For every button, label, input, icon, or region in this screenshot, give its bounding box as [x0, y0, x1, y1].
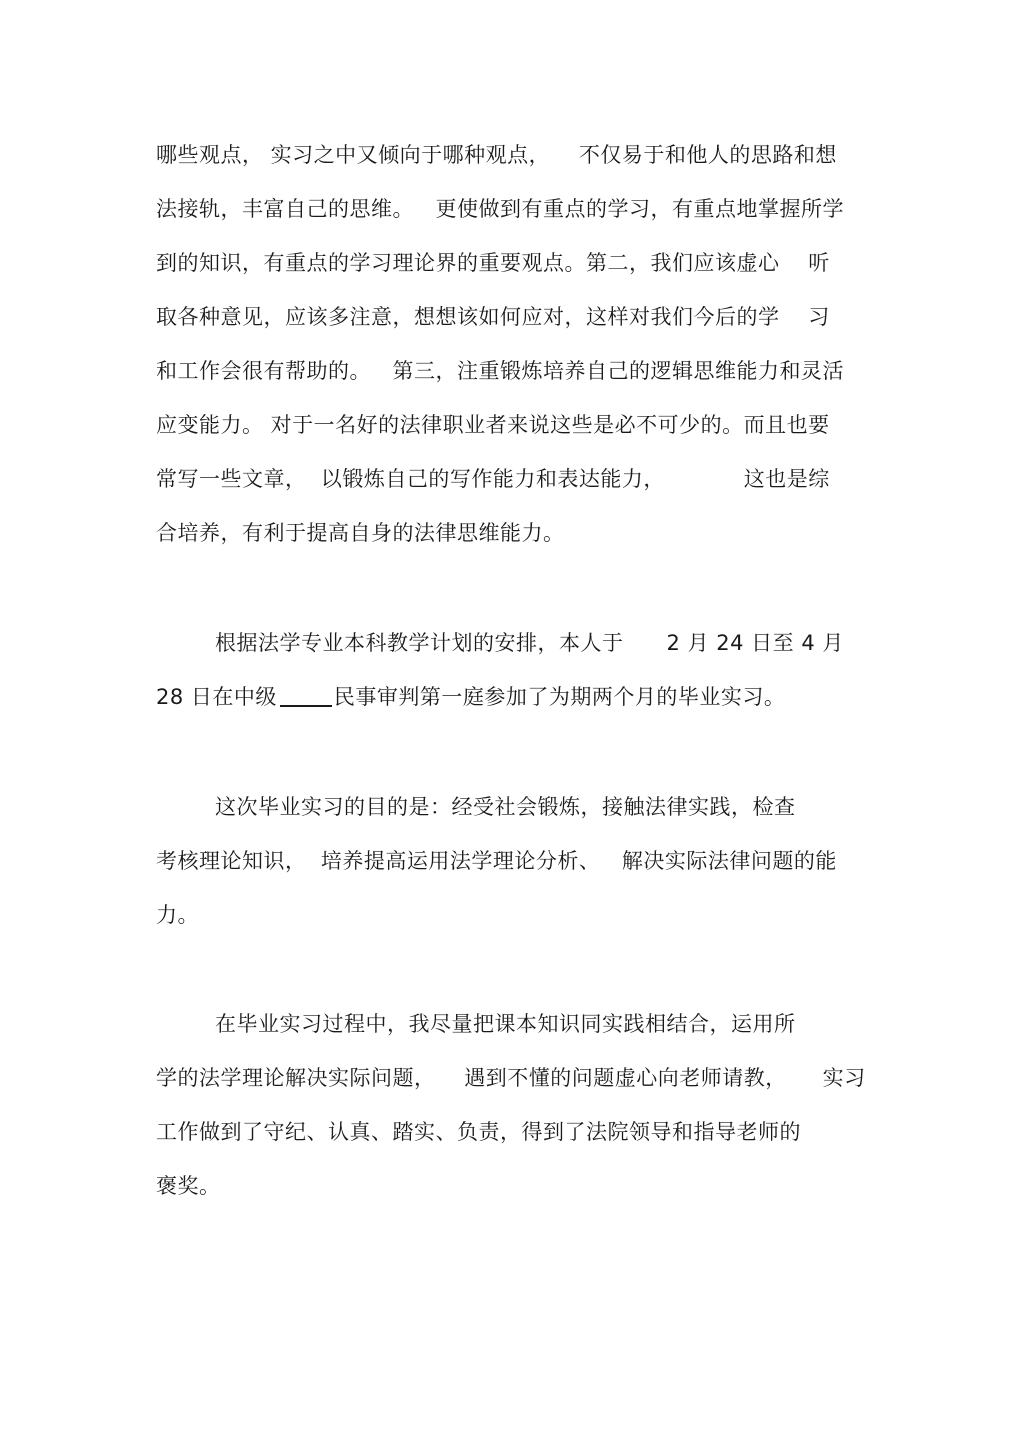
paragraph-3-line-1: 这次毕业实习的目的是：经受社会锻炼，接触法律实践，检查: [215, 795, 796, 819]
fill-in-blank: [280, 705, 332, 707]
paragraph-2-line-2: [156, 682, 785, 712]
paragraph-1-line-1: 哪些观点， 实习之中又倾向于哪种观点， 不仅易于和他人的思路和想: [156, 143, 837, 167]
paragraph-1-line-3: 到的知识，有重点的学习理论界的重要观点。第二，我们应该虚心 听: [156, 251, 830, 275]
paragraph-4-line-3: 工作做到了守纪、认真、踏实、负责，得到了法院领导和指导老师的: [156, 1120, 801, 1144]
paragraph-1-line-4: 取各种意见，应该多注意，想想该如何应对，这样对我们今后的学 习: [156, 305, 830, 329]
paragraph-1-line-2: 法接轨，丰富自己的思维。 更使做到有重点的学习，有重点地掌握所学: [156, 197, 845, 221]
paragraph-1-line-5: 和工作会很有帮助的。 第三，注重锻炼培养自己的逻辑思维能力和灵活: [156, 359, 845, 383]
paragraph-3-line-2: 考核理论知识， 培养提高运用法学理论分析、 解决实际法律问题的能: [156, 849, 837, 873]
paragraph-2-line-2-end: 民事审判第一庭参加了为期两个月的毕业实习。: [333, 685, 786, 709]
paragraph-1-line-7: 常写一些文章， 以锻炼自己的写作能力和表达能力， 这也是综: [156, 467, 830, 491]
paragraph-4-line-2: 学的法学理论解决实际问题， 遇到不懂的问题虚心向老师请教， 实习: [156, 1066, 866, 1090]
paragraph-4-line-1: 在毕业实习过程中，我尽量把课本知识同实践相结合，运用所: [215, 1012, 796, 1036]
paragraph-1-line-6: 应变能力。 对于一名好的法律职业者来说这些是必不可少的。而且也要: [156, 413, 830, 437]
paragraph-3-line-3: 力。: [156, 903, 199, 927]
paragraph-1-line-8: 合培养，有利于提高自身的法律思维能力。: [156, 521, 565, 545]
paragraph-2-line-2-start: 28 日在中级: [156, 685, 277, 709]
paragraph-2-line-1: 根据法学专业本科教学计划的安排，本人于 2 月 24 日至 4 月: [215, 631, 844, 655]
paragraph-4-line-4: 褒奖。: [156, 1174, 221, 1198]
